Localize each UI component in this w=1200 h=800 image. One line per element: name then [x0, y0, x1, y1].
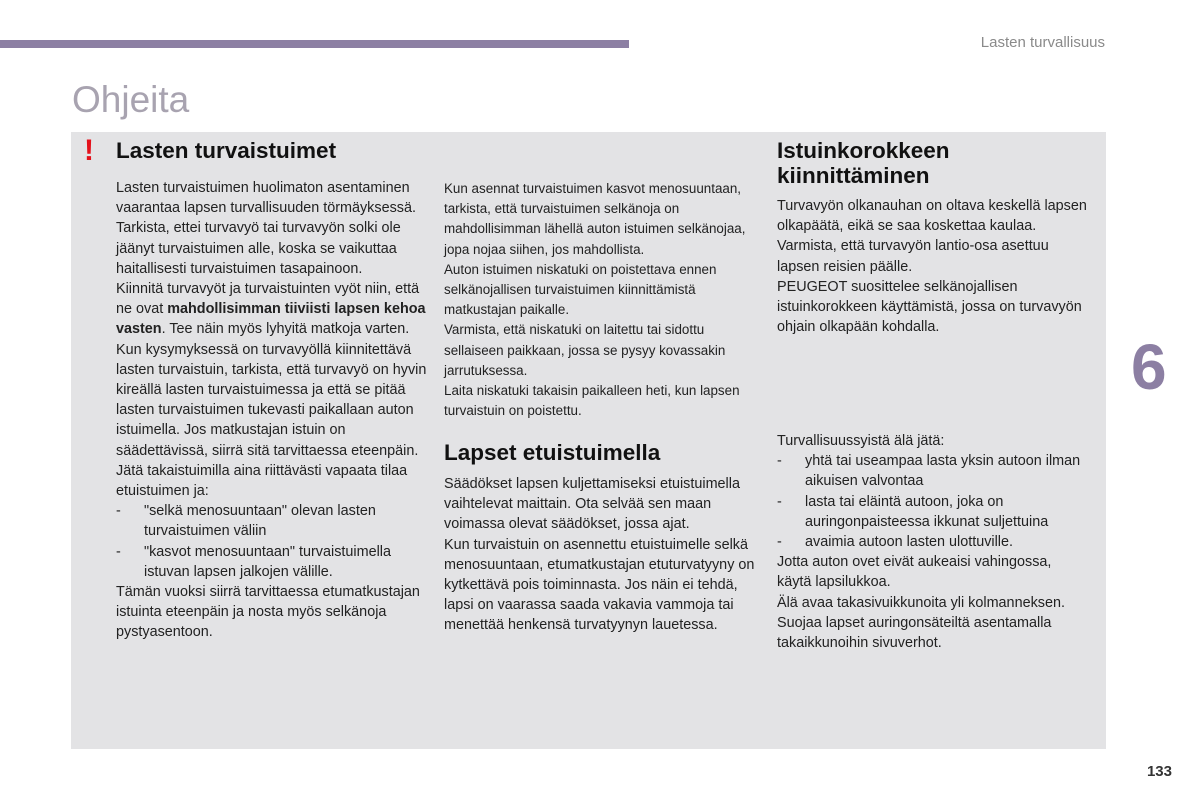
column-middle-lower [444, 474, 762, 636]
paragraph: Turvavyön olkanauhan on oltava keskellä lapsen olkapäätä, eikä se saa koskettaa kaulaa. [777, 198, 1087, 235]
text: Kiinnitä turvavyöt ja turvaistuinten vyöt niin, että ne ovat [116, 281, 420, 318]
paragraph: Lasten turvaistuimen huolimaton asentaminen vaarantaa lapsen turvallisuuden törmäyksessä. [116, 180, 416, 217]
list-item-text: avaimia autoon lasten ulottuville. [805, 534, 1013, 551]
paragraph: Kun kysymyksessä on turvavyöllä kiinnitettävä lasten turvaistuin, tarkista, että turvavyö on hyvin kireällä lasten turvaistuimessa ja että se pitää lasten turvaistuimen tukevasti paikallaan auton istuimella. Jos matkustajan istuin on säädettävissä, siirrä sitä tarvittaessa eteenpäin. [116, 341, 427, 459]
warning-icon: ! [84, 134, 94, 167]
paragraph [116, 279, 434, 340]
paragraph: Tarkista, ettei turvavyö tai turvavyön solki ole jäänyt turvaistuimen alle, koska se vaikuttaa haitallisesti turvaistuimen tasapainoon. [116, 220, 401, 277]
page-number: 133 [1146, 763, 1172, 780]
list-item [116, 542, 434, 582]
paragraph: Jätä takaistuimilla aina riittävästi vapaata tilaa etuistuimen ja: [116, 462, 408, 500]
text: . Tee näin myös lyhyitä matkoja varten. [161, 321, 410, 338]
bold-text: mahdollisimman tiiviisti lapsen kehoa vasten [116, 301, 426, 338]
paragraph: Kun turvaistuin on asennettu etuistuimelle selkä menosuuntaan, etumatkustajan etuturvatyyny on kytkettävä pois toiminnasta. Jos näin ei tehdä, lapsi on vaarassa saada vakavia vammoja tai menettää henkensä turvatyynyn lauetessa. [444, 536, 755, 634]
paragraph: Turvallisuussyistä älä jätä: [777, 433, 945, 449]
paragraph: Varmista, että turvavyön lantio-osa asettuu lapsen reisien päälle. [777, 238, 1049, 275]
paragraph: Jotta auton ovet eivät aukeaisi vahingossa, käytä lapsilukkoa. [777, 554, 1052, 591]
heading-text: Lasten turvaistuimet [116, 138, 337, 163]
paragraph: Kun asennat turvaistuimen kasvot menosuuntaan, tarkista, että turvaistuimen selkänoja on mahdollisimman lähellä auton istuimen selkänojaa, jopa nojaa siihen, jos mahdollista. [444, 181, 746, 257]
paragraph: Auton istuimen niskatuki on poistettava ennen selkänojallisen turvaistuimen kiinnittämistä matkustajan paikalle. [444, 261, 717, 318]
paragraph: Säädökset lapsen kuljettamiseksi etuistuimella vaihtelevat maittain. Ota selvää sen maan voimassa olevat säädökset, jossa ajat. [444, 476, 740, 533]
heading-text: Istuinkorokkeen kiinnittäminen [777, 138, 950, 188]
dash: - [116, 503, 121, 520]
list-item [777, 492, 1087, 532]
dash: - [116, 543, 121, 560]
column-left [116, 178, 434, 643]
paragraph: Tämän vuoksi siirrä tarvittaessa etumatkustajan istuinta eteenpäin ja nosta myös selkänoja pystyasentoon. [116, 584, 420, 641]
column-middle [444, 179, 762, 421]
top-accent-bar [0, 40, 629, 48]
list-item [777, 451, 1087, 491]
list-item-text: "selkä menosuuntaan" olevan lasten turvaistuimen väliin [144, 503, 376, 540]
page-title: Ohjeita [72, 79, 190, 120]
dash: - [777, 534, 782, 551]
heading-text: Lapset etuistuimella [444, 440, 661, 465]
paragraph: Varmista, että niskatuki on laitettu tai sidottu sellaiseen paikkaan, jossa se pysyy kovassakin jarrutuksessa. [444, 322, 726, 378]
heading-lasten-turvaistuimet [116, 138, 336, 163]
chapter-number: 6 [1131, 331, 1167, 403]
dash: - [777, 493, 782, 510]
list-item [777, 532, 1087, 552]
list-item-text: lasta tai eläintä autoon, joka on auringonpaisteessa ikkunat suljettuina [805, 493, 1049, 530]
paragraph: Suojaa lapset auringonsäteiltä asentamalla takaikkunoihin sivuverhot. [777, 614, 1052, 652]
paragraph: PEUGEOT suosittelee selkänojallisen istuinkorokkeen käyttämistä, jossa on turvavyön ohjain olkapään kohdalla. [777, 278, 1082, 336]
paragraph: Älä avaa takasivuikkunoita yli kolmanneksen. [777, 594, 1065, 611]
list-item [116, 501, 434, 541]
column-right-lower [777, 431, 1087, 653]
paragraph: Laita niskatuki takaisin paikalleen heti, kun lapsen turvaistuin on poistettu. [444, 383, 740, 419]
heading-lapset-etuistuimella [444, 440, 660, 465]
list-item-text: "kasvot menosuuntaan" turvaistuimella istuvan lapsen jalkojen välille. [144, 543, 391, 580]
heading-istuinkorokkeen [777, 138, 1077, 188]
column-right [777, 196, 1087, 337]
dash: - [777, 453, 782, 470]
list-item-text: yhtä tai useampaa lasta yksin autoon ilman aikuisen valvontaa [805, 453, 1081, 490]
section-header: Lasten turvallisuus [980, 34, 1105, 51]
